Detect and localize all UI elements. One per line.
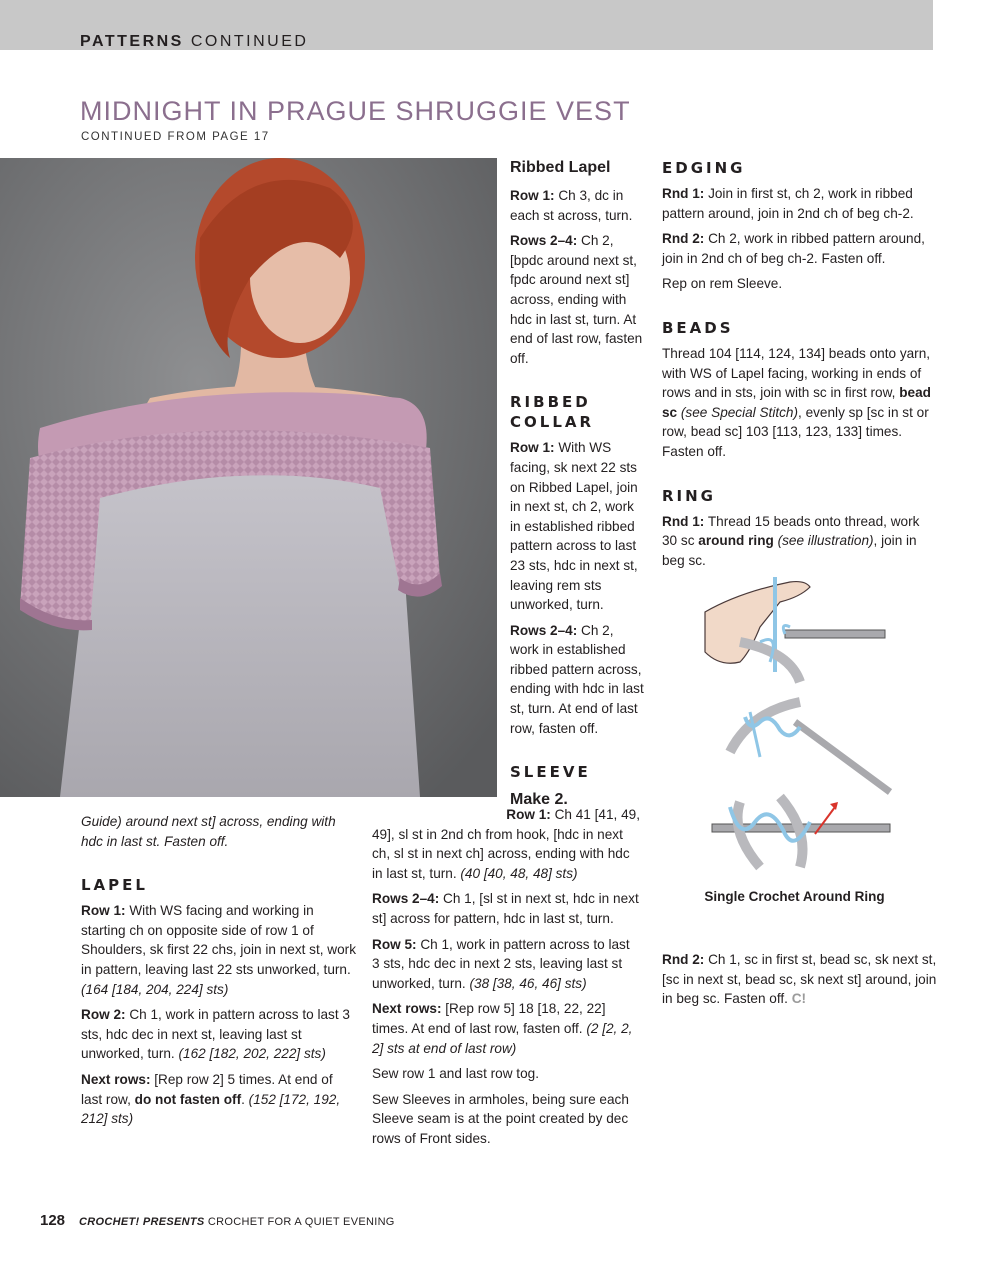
lapel-next-rows: Next rows: [Rep row 2] 5 times. At end of last row, do not fasten off. (152 [172, 192, 212] sts) — [81, 1071, 341, 1127]
edging-rnd-1: Rnd 1: Join in first st, ch 2, work in ribbed pattern around, join in 2nd ch of beg ch-2. — [662, 186, 914, 221]
continued-text — [81, 812, 356, 851]
section-label: PATTERNS — [80, 33, 184, 50]
ribbed-lapel-row-1: Row 1: Ch 3, dc in each st across, turn. — [510, 188, 633, 223]
beads-text: Thread 104 [114, 124, 134] beads onto yarn, with WS of Lapel facing, working in ends of rows and in sts, join with sc in first row, bead sc (see Special Stitch), evenly sp [sc in st or row, bead sc] 103 [113, 123, 133] times. Fasten off. — [662, 345, 931, 459]
lapel-row-1: Row 1: With WS facing and working in starting ch on opposite side of row 1 of Shoulders, sk first 22 chs, join in next st, work in pattern, leaving last 22 sts unworked, turn. (164 [184, 204, 224] sts) — [81, 903, 357, 997]
end-mark-icon: C! — [791, 991, 807, 1007]
section-continued: CONTINUED — [190, 33, 309, 50]
left-column — [81, 812, 356, 1135]
ribbed-lapel-rows-2-4: Rows 2–4: Ch 2, [bpdc around next st, fpdc around next st] across, ending with hdc in last st, turn. At end of last row, fasten off. — [510, 233, 643, 366]
sleeve-heading: SLEEVE — [510, 763, 591, 782]
magazine-name: CROCHET! PRESENTS — [79, 1216, 205, 1228]
ring-rnd-1: Rnd 1: Thread 15 beads onto thread, work 30 sc around ring (see illustration), join in beg sc. — [662, 513, 920, 568]
lapel-row-2: Row 2: Ch 1, work in pattern across to last 3 sts, hdc dec in next st, leaving last st unworked, turn. (162 [182, 202, 222] sts) — [81, 1007, 350, 1062]
ribbed-collar-rows-2-4: Rows 2–4: Ch 2, work in established ribbed pattern across, ending with hdc in last st, turn. At end of last row, fasten off. — [510, 622, 644, 736]
ribbed-column — [510, 158, 645, 818]
sleeve-rows-2-4: Rows 2–4: Ch 1, [sl st in next st, hdc in next st] across for pattern, hdc in last st, turn. — [372, 891, 639, 926]
model-photo — [0, 158, 497, 797]
page-footer — [40, 1212, 395, 1229]
illustration-caption: Single Crochet Around Ring — [704, 889, 885, 904]
continuation-text: Guide) around next st] across, ending with hdc in last st. Fasten off. — [81, 814, 336, 849]
section-header — [80, 33, 308, 51]
ribbed-lapel-heading: Ribbed Lapel — [510, 159, 611, 176]
ring-rnd-2: Rnd 2: Ch 1, sc in first st, bead sc, sk next st, [sc in next st, bead sc, sk next st] around, join in beg sc. Fasten off. C! — [662, 952, 937, 1007]
book-title: CROCHET FOR A QUIET EVENING — [204, 1216, 395, 1228]
ring-rnd-2-block — [662, 950, 937, 1015]
sleeve-sew-1: Sew row 1 and last row tog. — [372, 1066, 539, 1082]
edging-heading: EDGING — [662, 159, 746, 177]
single-crochet-illustration — [700, 572, 900, 872]
page-number: 128 — [40, 1212, 66, 1229]
beads-heading: BEADS — [662, 318, 734, 337]
middle-column — [372, 805, 640, 1155]
sleeve-row-1: Row 1: Ch 41 [41, 49, 49], sl st in 2nd ch from hook, [hdc in next ch, sl st in next ch] across, ending with hdc in last st, turn. (40 [40, 48, 48] sts) — [372, 807, 640, 881]
lapel-heading: LAPEL — [81, 876, 148, 895]
ring-heading: RING — [662, 486, 716, 505]
sleeve-sew-2: Sew Sleeves in armholes, being sure each Sleeve seam is at the point created by dec rows of Front sides. — [372, 1091, 629, 1146]
sleeve-sub: Make 2. — [510, 791, 568, 809]
page-title: MIDNIGHT IN PRAGUE SHRUGGIE VEST — [80, 96, 631, 126]
page-subtitle: CONTINUED FROM PAGE 17 — [81, 131, 270, 143]
edging-rep: Rep on rem Sleeve. — [662, 276, 783, 292]
ribbed-collar-row-1: Row 1: With WS facing, sk next 22 sts on Ribbed Lapel, join in next st, ch 2, work in established ribbed pattern across to last 23 sts, hdc in next st, leaving rem sts unworked, turn. — [510, 440, 638, 613]
sleeve-next-rows: Next rows: [Rep row 5] 18 [18, 22, 22] times. At end of last row, fasten off. (2 [2, 2, 2] sts at end of last row) — [372, 1001, 633, 1056]
right-column — [662, 158, 937, 576]
sleeve-row-5: Row 5: Ch 1, work in pattern across to last 3 sts, hdc dec in next 2 sts, leaving last st unworked, turn. (38 [38, 46, 46] sts) — [372, 936, 630, 991]
ribbed-collar-heading: RIBBED COLLAR — [510, 393, 595, 432]
edging-rnd-2: Rnd 2: Ch 2, work in ribbed pattern around, join in 2nd ch of beg ch-2. Fasten off. — [662, 231, 925, 266]
